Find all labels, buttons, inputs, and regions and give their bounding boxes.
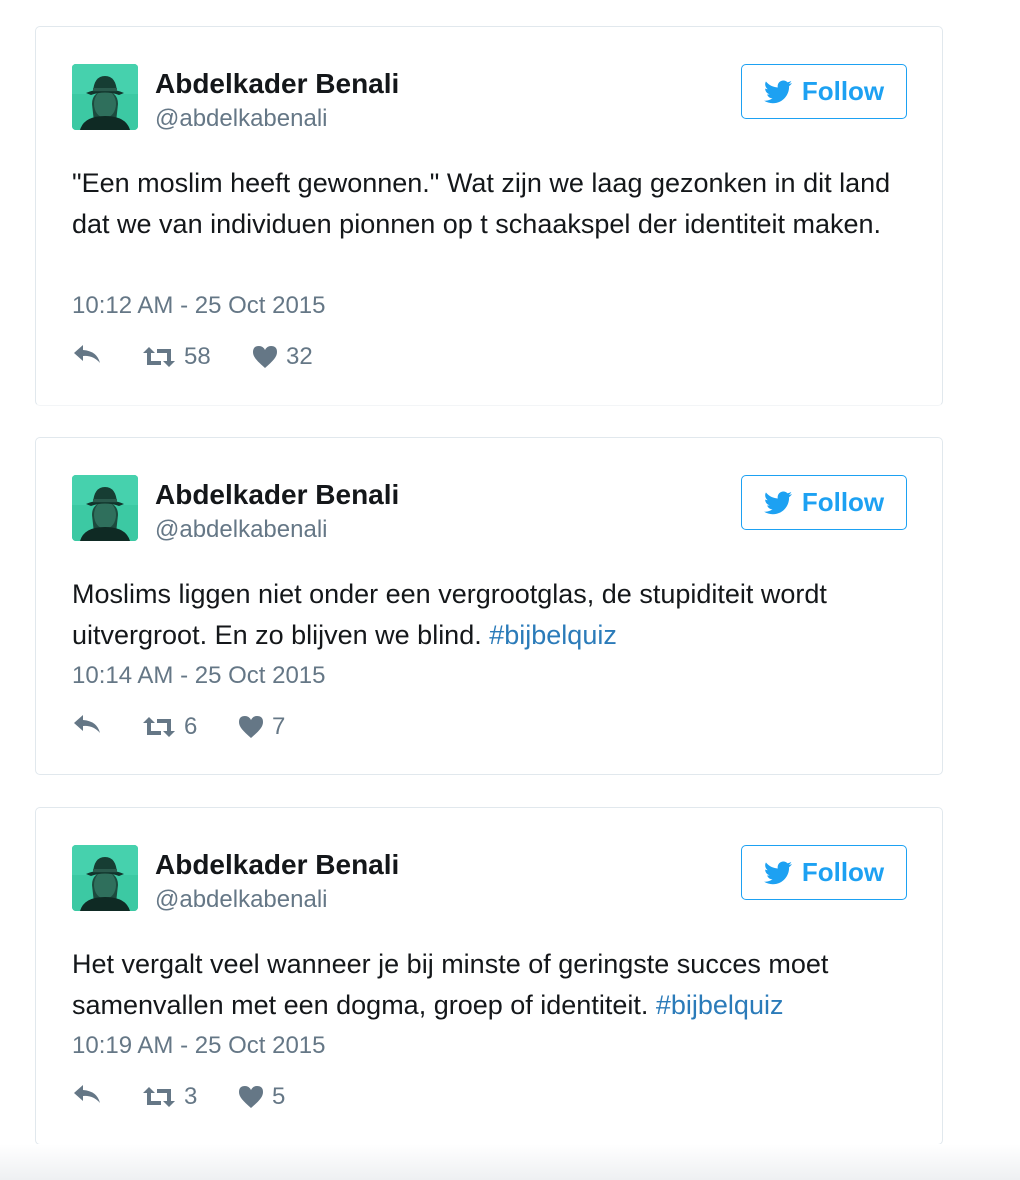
reply-icon [72,343,102,365]
follow-label: Follow [801,857,885,887]
avatar[interactable] [72,64,138,130]
follow-button[interactable] [741,475,907,530]
tweet-body: Het vergalt veel wanneer je bij minste of geringste succes moet samenvallen met een dogma, groep of identiteit. [72,949,829,1020]
tweet-body: Moslims liggen niet onder een vergrootglas, de stupiditeit wordt uitvergroot. En zo blijven we blind. [72,579,827,650]
retweet-button[interactable] [142,713,197,741]
heart-icon [238,715,264,739]
reply-icon [72,1083,102,1105]
reply-icon [72,713,102,735]
follow-button[interactable] [741,845,907,900]
like-count: 7 [272,713,286,740]
author-handle[interactable]: @abdelkabenali [155,516,328,543]
author-handle[interactable]: @abdelkabenali [155,105,328,132]
tweet-body: "Een moslim heeft gewonnen." Wat zijn we laag gezonken in dit land dat we van individuen pionnen op t schaakspel der identiteit maken. [72,168,891,239]
page-bottom-fade [0,1144,1020,1180]
author-name[interactable]: Abdelkader Benali [155,849,400,880]
like-button[interactable] [238,1083,285,1111]
follow-button[interactable] [741,64,907,119]
tweet-card [35,26,943,406]
reply-button[interactable] [72,343,102,365]
retweet-icon [142,715,176,739]
like-count: 32 [286,343,313,370]
tweet-timestamp[interactable]: 10:19 AM - 25 Oct 2015 [72,1032,326,1059]
like-button[interactable] [238,713,285,741]
like-count: 5 [272,1083,286,1110]
tweet-timestamp[interactable]: 10:14 AM - 25 Oct 2015 [72,662,326,689]
tweet-text [72,944,912,1026]
avatar[interactable] [72,845,138,911]
like-button[interactable] [252,343,313,371]
twitter-bird-icon [764,80,792,104]
tweet-card [35,807,943,1145]
retweet-button[interactable] [142,1083,197,1111]
heart-icon [252,345,278,369]
author-name[interactable]: Abdelkader Benali [155,68,400,99]
retweet-icon [142,345,176,369]
reply-button[interactable] [72,713,102,735]
retweet-count: 6 [184,713,198,740]
tweet-text [72,574,912,656]
retweet-button[interactable] [142,343,211,371]
hashtag-link[interactable]: #bijbelquiz [655,990,784,1020]
author-name[interactable]: Abdelkader Benali [155,479,400,510]
reply-button[interactable] [72,1083,102,1105]
retweet-count: 58 [184,343,211,370]
retweet-icon [142,1085,176,1109]
tweet-timestamp[interactable]: 10:12 AM - 25 Oct 2015 [72,292,326,319]
avatar[interactable] [72,475,138,541]
hashtag-link[interactable]: #bijbelquiz [489,620,617,650]
tweet-text [72,163,912,245]
follow-label: Follow [801,487,885,517]
follow-label: Follow [801,76,885,106]
retweet-count: 3 [184,1083,198,1110]
twitter-bird-icon [764,861,792,885]
tweet-card [35,437,943,775]
heart-icon [238,1085,264,1109]
author-handle[interactable]: @abdelkabenali [155,886,328,913]
twitter-bird-icon [764,491,792,515]
